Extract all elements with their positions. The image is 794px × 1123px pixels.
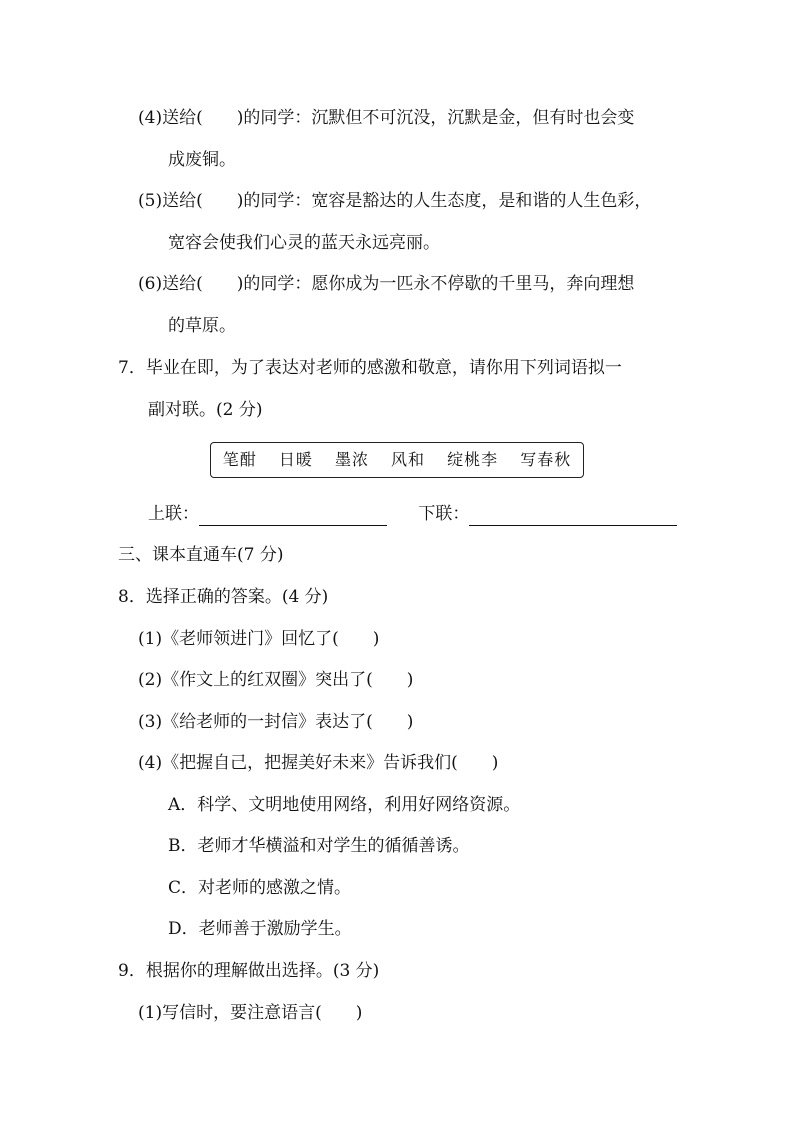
q7-prompt-line1: 7．毕业在即，为了表达对老师的感激和敬意，请你用下列词语拟一	[118, 358, 622, 378]
q8-option-c: C．对老师的感激之情。	[168, 878, 352, 898]
q6-item-6-line1: (6)送给( )的同学：愿你成为一匹永不停歇的千里马，奔向理想	[138, 274, 635, 294]
lower-couplet-blank[interactable]	[469, 505, 677, 526]
word-box	[210, 442, 584, 478]
word-item: 笔酣	[222, 450, 257, 469]
q8-item-4: (4)《把握自己，把握美好未来》告诉我们( )	[138, 753, 499, 773]
q6-item-6-line2: 的草原。	[168, 316, 236, 336]
q9-title: 9．根据你的理解做出选择。(3 分)	[118, 961, 380, 981]
q6-item-4-line1: (4)送给( )的同学：沉默但不可沉没，沉默是金，但有时也会变	[138, 108, 635, 128]
q8-title: 8．选择正确的答案。(4 分)	[118, 587, 329, 607]
word-item: 日暖	[278, 450, 313, 469]
q6-item-5-line1: (5)送给( )的同学：宽容是豁达的人生态度，是和谐的人生色彩，	[138, 191, 652, 211]
couplet-row	[148, 502, 677, 526]
word-item: 墨浓	[334, 450, 369, 469]
q8-option-b: B．老师才华横溢和对学生的循循善诱。	[168, 836, 470, 856]
q8-item-1: (1)《老师领进门》回忆了( )	[138, 629, 380, 649]
q6-item-4-line2: 成废铜。	[168, 150, 236, 170]
upper-couplet-blank[interactable]	[199, 505, 387, 526]
word-item: 绽桃李	[447, 450, 499, 469]
q8-option-a: A．科学、文明地使用网络，利用好网络资源。	[168, 795, 521, 815]
q7-prompt-line2: 副对联。(2 分)	[148, 400, 263, 420]
lower-couplet-label: 下联：	[418, 504, 470, 524]
upper-couplet-label: 上联：	[148, 504, 199, 524]
section-3-title: 三、课本直通车(7 分)	[118, 545, 284, 565]
word-item: 写春秋	[520, 450, 572, 469]
q9-item-1: (1)写信时，要注意语言( )	[138, 1003, 363, 1023]
word-list	[211, 447, 583, 470]
q8-item-2: (2)《作文上的红双圈》突出了( )	[138, 670, 414, 690]
q8-item-3: (3)《给老师的一封信》表达了( )	[138, 712, 414, 732]
word-item: 风和	[391, 450, 426, 469]
q8-option-d: D．老师善于激励学生。	[168, 919, 352, 939]
q6-item-5-line2: 宽容会使我们心灵的蓝天永远亮丽。	[168, 233, 440, 253]
